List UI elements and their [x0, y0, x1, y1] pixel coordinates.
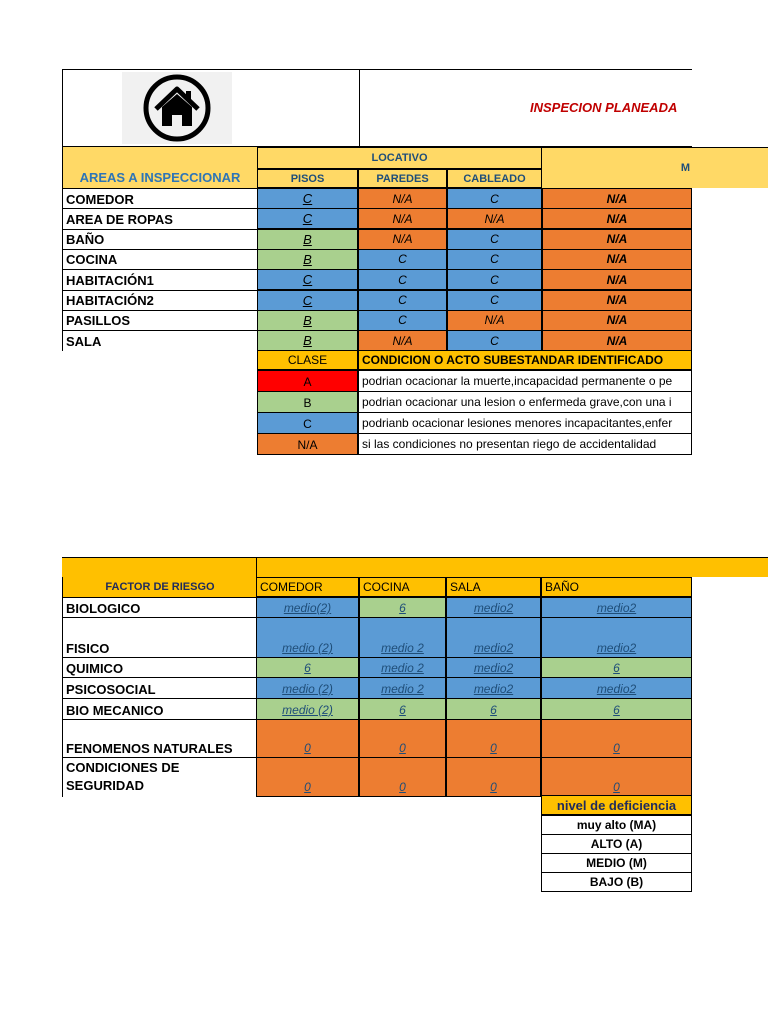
- cell-pisos: C: [257, 269, 358, 290]
- deficiencia-header: nivel de deficiencia: [541, 795, 692, 815]
- risk-col-bano: BAÑO: [541, 577, 692, 597]
- cell-cableado: C: [447, 290, 542, 311]
- risk-factor-label: [62, 719, 256, 758]
- cell-paredes: N/A: [358, 188, 447, 209]
- risk-factor-text: BIO MECANICO: [66, 703, 164, 718]
- legend-text: podrianb ocacionar lesiones menores incapacitantes,enfer: [358, 412, 692, 434]
- cell-paredes: C: [358, 249, 447, 270]
- area-label: COMEDOR: [62, 188, 257, 209]
- areas-header: AREAS A INSPECCIONAR: [79, 170, 241, 185]
- cell-cableado: C: [447, 229, 542, 250]
- deficiencia-item: ALTO (A): [541, 834, 692, 854]
- risk-factor-text: FENOMENOS NATURALES: [66, 741, 233, 756]
- deficiencia-item: muy alto (MA): [541, 815, 692, 835]
- header-divider: [359, 69, 360, 147]
- cell-cableado: C: [447, 330, 542, 351]
- cell-paredes: N/A: [358, 229, 447, 250]
- risk-cell-bano: medio2: [541, 617, 692, 658]
- risk-cell-sala: medio2: [446, 617, 541, 658]
- cell-pisos: B: [257, 229, 358, 250]
- risk-cell-comedor: 0: [256, 719, 359, 758]
- cell-pisos: C: [257, 290, 358, 311]
- risk-factor-text: PSICOSOCIAL: [66, 682, 156, 697]
- risk-cell-bano: medio2: [541, 677, 692, 699]
- cell-paredes: N/A: [358, 208, 447, 229]
- risk-cell-sala: 0: [446, 757, 541, 797]
- risk-cell-bano: medio2: [541, 597, 692, 618]
- legend-clase: N/A: [257, 433, 358, 455]
- risk-cell-comedor: 6: [256, 657, 359, 678]
- area-label: BAÑO: [62, 229, 257, 250]
- cell-next-group: N/A: [542, 229, 692, 250]
- risk-col-sala: SALA: [446, 577, 541, 597]
- cell-pisos: B: [257, 330, 358, 351]
- risk-cell-cocina: 0: [359, 757, 446, 797]
- next-group-header: M: [542, 147, 768, 188]
- risk-cell-cocina: 6: [359, 597, 446, 618]
- risk-cell-sala: 0: [446, 719, 541, 758]
- areas-header-cell: [62, 147, 257, 188]
- cell-cableado: C: [447, 249, 542, 270]
- deficiencia-item: MEDIO (M): [541, 853, 692, 873]
- risk-factor-label: [62, 698, 256, 720]
- risk-cell-bano: 6: [541, 698, 692, 720]
- cell-next-group: N/A: [542, 330, 692, 351]
- cell-paredes: C: [358, 290, 447, 311]
- legend-clase: B: [257, 391, 358, 413]
- cell-cableado: C: [447, 269, 542, 290]
- risk-factor-text: FISICO: [66, 641, 110, 656]
- risk-factor-label: [62, 597, 256, 618]
- risk-factor-label: [62, 657, 256, 678]
- cell-pisos: C: [257, 188, 358, 209]
- cell-next-group: N/A: [542, 249, 692, 270]
- legend-text: si las condiciones no presentan riego de accidentalidad: [358, 433, 692, 455]
- cell-next-group: N/A: [542, 188, 692, 209]
- cell-pisos: B: [257, 310, 358, 331]
- logo: [122, 72, 232, 144]
- col-header-cableado: CABLEADO: [447, 169, 542, 188]
- cell-paredes: C: [358, 269, 447, 290]
- legend-clase: C: [257, 412, 358, 434]
- legend-clase: A: [257, 370, 358, 392]
- cell-cableado: N/A: [447, 208, 542, 229]
- risk-cell-comedor: 0: [256, 757, 359, 797]
- risk-factor-label: [62, 757, 256, 797]
- col-header-paredes: PAREDES: [358, 169, 447, 188]
- risk-cell-cocina: 6: [359, 698, 446, 720]
- cell-pisos: B: [257, 249, 358, 270]
- risk-factor-label: [62, 677, 256, 699]
- risk-cell-comedor: medio (2): [256, 698, 359, 720]
- risk-factor-text: SEGURIDAD: [66, 778, 145, 793]
- risk-factor-text: QUIMICO: [66, 661, 124, 676]
- area-label: HABITACIÓN1: [62, 269, 257, 290]
- cell-paredes: N/A: [358, 330, 447, 351]
- cell-cableado: C: [447, 188, 542, 209]
- risk-cell-bano: 0: [541, 757, 692, 797]
- deficiencia-item: BAJO (B): [541, 872, 692, 892]
- risk-col-cocina: COCINA: [359, 577, 446, 597]
- house-icon: [142, 73, 212, 143]
- area-label: COCINA: [62, 249, 257, 270]
- risk-cell-cocina: medio 2: [359, 657, 446, 678]
- risk-cell-comedor: medio (2): [256, 677, 359, 699]
- risk-cell-bano: 6: [541, 657, 692, 678]
- page-title: INSPECION PLANEADA: [530, 100, 678, 115]
- risk-cell-comedor: medio (2): [256, 617, 359, 658]
- area-label: PASILLOS: [62, 310, 257, 331]
- risk-cell-sala: medio2: [446, 657, 541, 678]
- cell-paredes: C: [358, 310, 447, 331]
- legend-text: podrian ocacionar la muerte,incapacidad permanente o pe: [358, 370, 692, 392]
- risk-factor-label: [62, 617, 256, 658]
- cell-cableado: N/A: [447, 310, 542, 331]
- legend-clase-header: CLASE: [257, 350, 358, 370]
- col-header-pisos: PISOS: [257, 169, 358, 188]
- risk-factor-text: CONDICIONES DE: [66, 760, 180, 775]
- cell-next-group: N/A: [542, 269, 692, 290]
- factor-header: FACTOR DE RIESGO: [62, 577, 257, 597]
- risk-cell-sala: 6: [446, 698, 541, 720]
- area-label: AREA DE ROPAS: [62, 208, 257, 229]
- cell-next-group: N/A: [542, 290, 692, 311]
- risk-cell-cocina: medio 2: [359, 617, 446, 658]
- risk-col-comedor: COMEDOR: [256, 577, 359, 597]
- risk-cell-sala: medio2: [446, 677, 541, 699]
- risk-cell-cocina: 0: [359, 719, 446, 758]
- legend-text: podrian ocacionar una lesion o enfermeda grave,con una i: [358, 391, 692, 413]
- area-label: SALA: [62, 330, 257, 351]
- legend-condition-header: CONDICION O ACTO SUBESTANDAR IDENTIFICADO: [358, 350, 692, 370]
- risk-factor-text: BIOLOGICO: [66, 601, 141, 616]
- risk-cell-cocina: medio 2: [359, 677, 446, 699]
- risk-cell-bano: 0: [541, 719, 692, 758]
- area-label: HABITACIÓN2: [62, 290, 257, 311]
- risk-table-top-band: [62, 557, 768, 577]
- locativo-group-header: LOCATIVO: [257, 147, 542, 169]
- cell-next-group: N/A: [542, 310, 692, 331]
- cell-pisos: C: [257, 208, 358, 229]
- cell-next-group: N/A: [542, 208, 692, 229]
- risk-cell-comedor: medio(2): [256, 597, 359, 618]
- risk-cell-sala: medio2: [446, 597, 541, 618]
